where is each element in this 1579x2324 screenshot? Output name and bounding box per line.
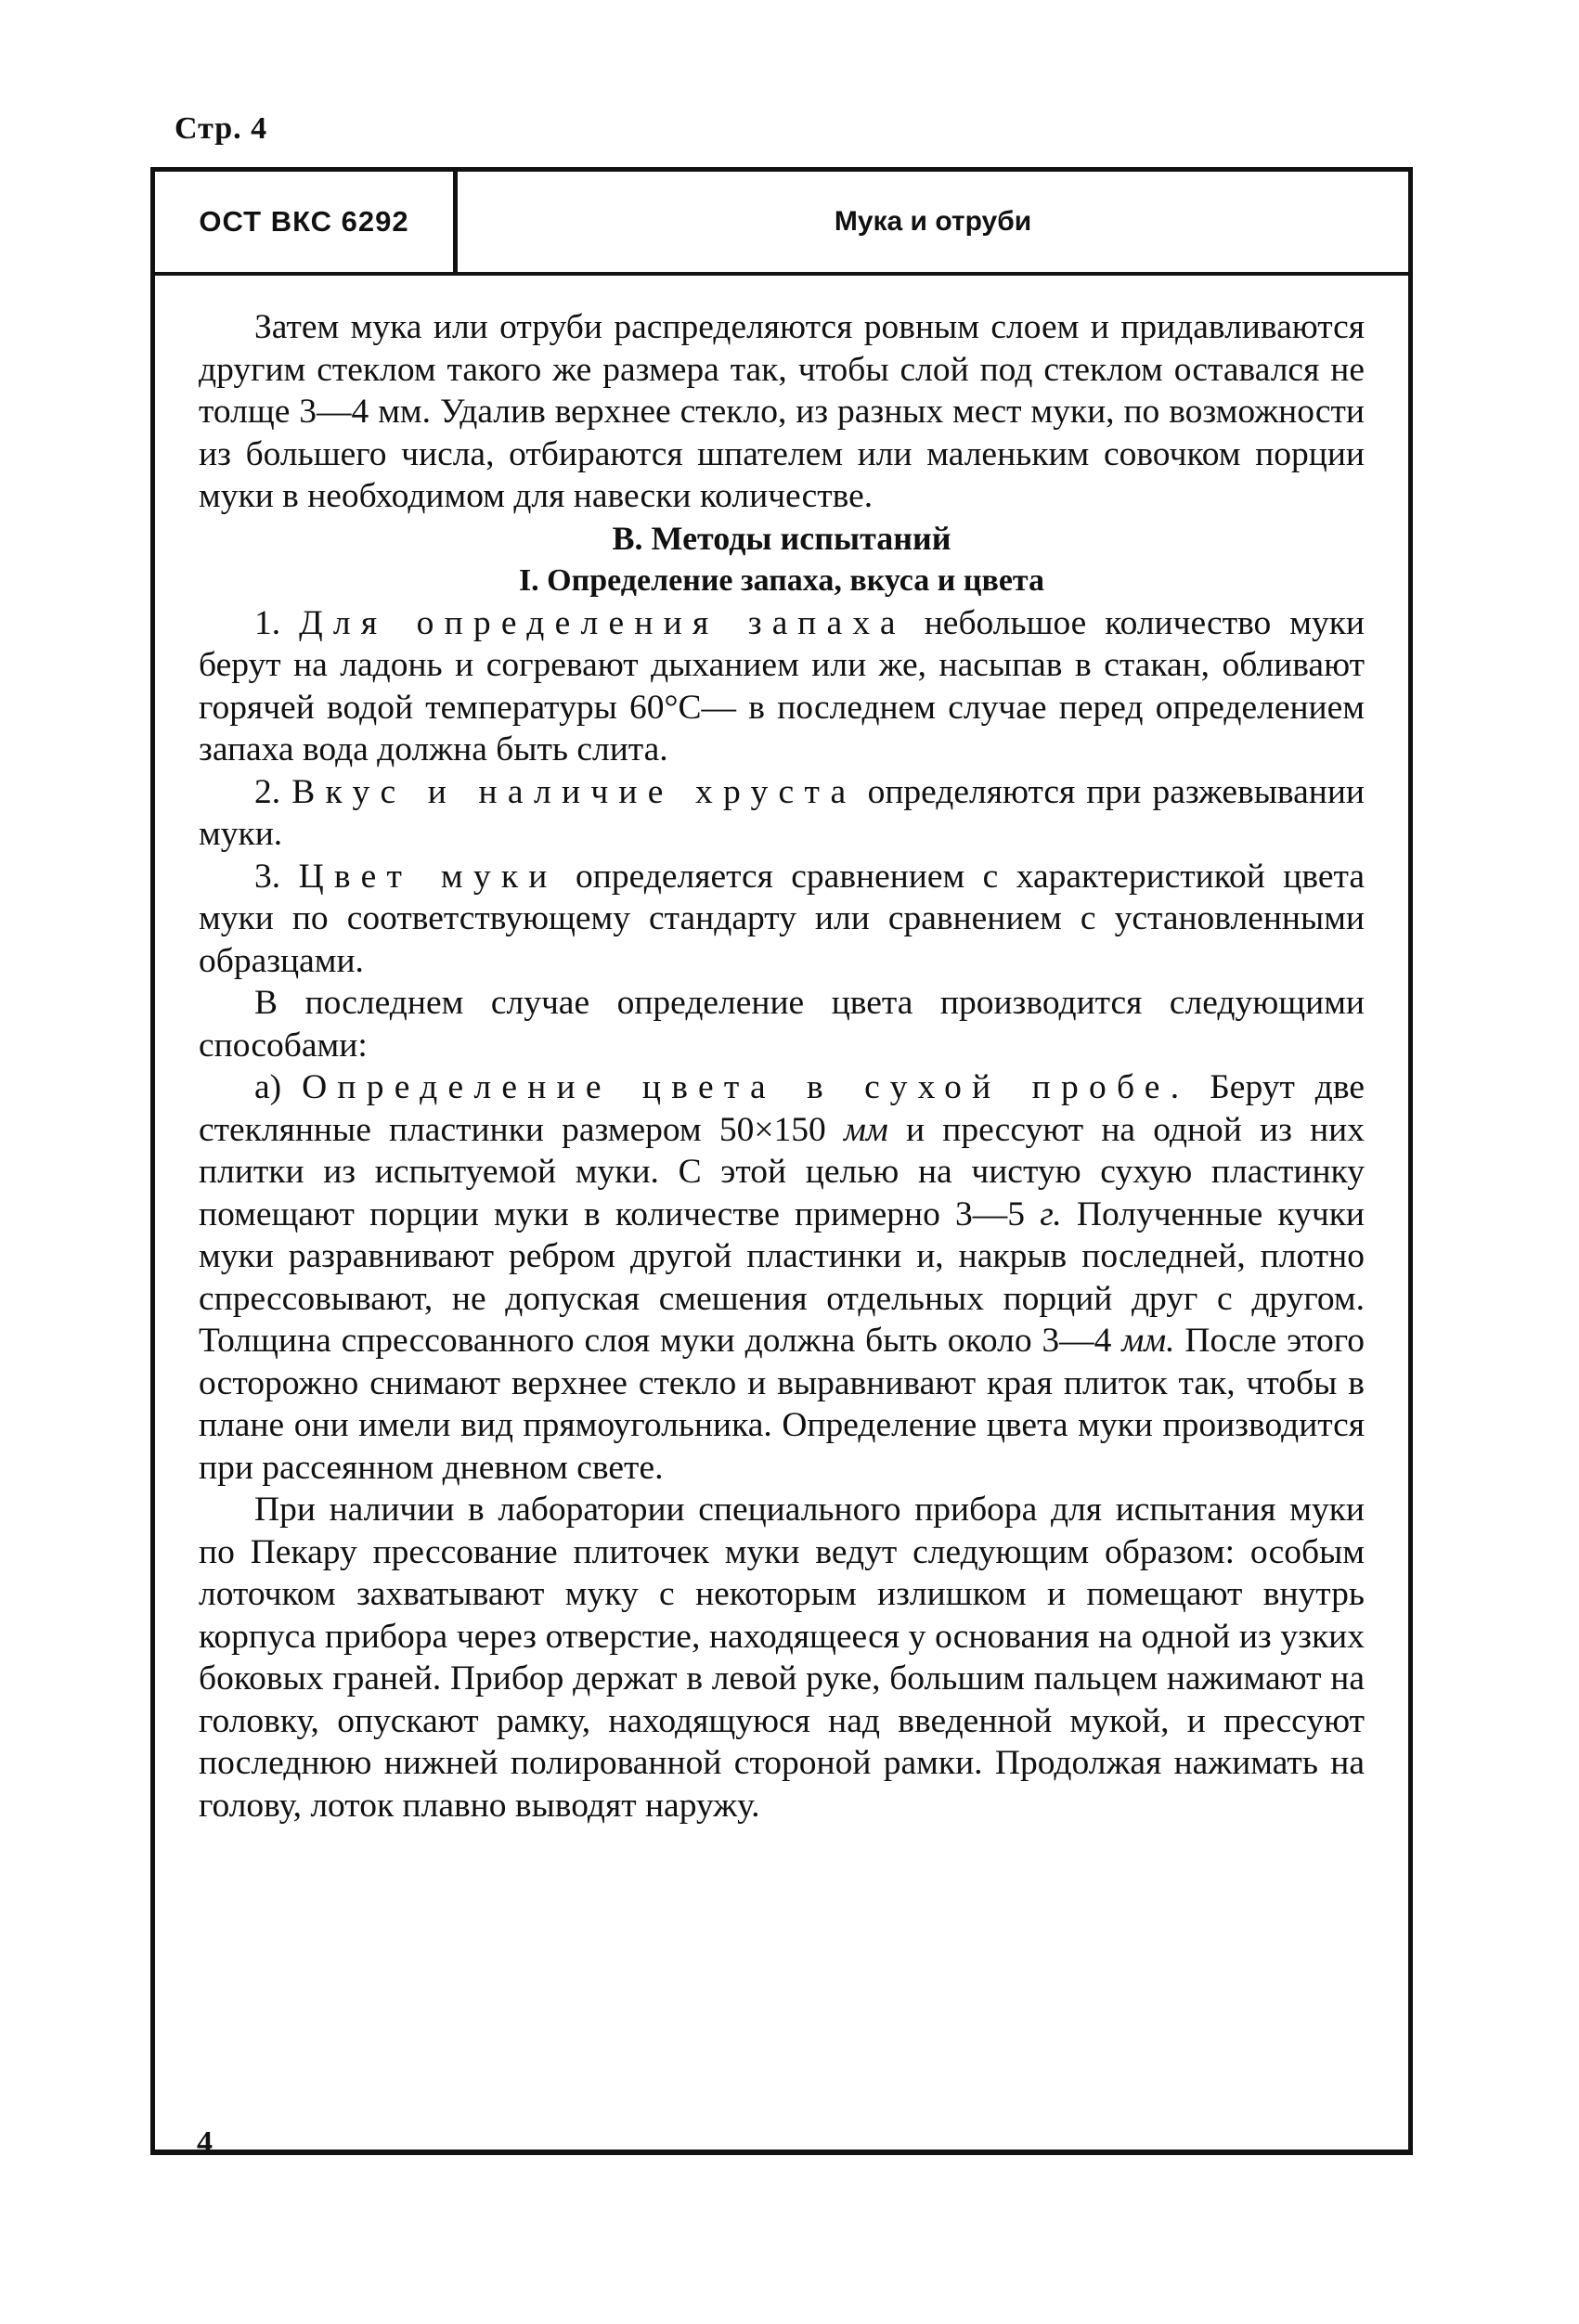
item-a <box>199 1066 1365 1489</box>
item-1-text: небольшое количество муки берут на ладонь и согревают дыханием или же, насыпав в стакан, обливают горячей водой температуры 60°С— в последнем случае перед определением запаха вода должна быть слита. <box>199 603 1365 768</box>
subsection-heading: I. Определение запаха, вкуса и цвета <box>518 563 1045 598</box>
section-heading: В. Методы испытаний <box>612 519 951 557</box>
item-1-number: 1. <box>254 603 281 642</box>
item-a-text-2: и прессуют на одной из них плитки из испытуемой муки. С этой целью на чистую сухую пластинку помещают порции муки в количестве примерно 3—5 <box>199 1110 1365 1233</box>
document-header <box>155 172 1408 276</box>
document-body <box>199 306 1365 1827</box>
item-a-spaced-term: Определение цвета в сухой пробе. <box>302 1068 1190 1106</box>
item-3-text: определяется сравнением с характеристикой цвета муки по соответствующему стандарту или сравнением с установленными образцами. <box>199 857 1365 980</box>
item-2-spaced-term: Вкус и наличие хруста <box>291 772 857 811</box>
item-2-text: определяются при разжевывании муки. <box>199 772 1365 853</box>
item-a-text-3: Полученные кучки муки разравнивают ребром другой пластинки и, накрыв последней, плотно спрессовывают, не допуская смешения отдельных порций друг с другом. Толщина спрессованного слоя муки должна быть около 3—4 <box>199 1194 1365 1360</box>
item-a-unit-3: мм. <box>1121 1322 1175 1360</box>
item-1-spaced-term: Для определения запаха <box>299 603 906 642</box>
item-a-prefix: а) <box>254 1068 282 1106</box>
item-3-number: 3. <box>254 857 281 896</box>
page-frame <box>150 167 1413 2155</box>
device-paragraph: При наличии в лаборатории специального прибора для испытания муки по Пекару прессование плиточек муки ведут следующим образом: особым лоточком захватывают муку с некоторым излишком и помещают внутрь корпуса прибора через отверстие, находящееся у основания на одной из узких боковых граней. Прибор держат в левой руке, большим пальцем нажимают на головку, опускают рамку, находящуюся над введенной мукой, и прессуют последнюю нижней полированной стороной рамки. Продолжая нажимать на голову, лоток плавно выводят наружу. <box>199 1491 1365 1825</box>
item-a-unit-2: г. <box>1040 1194 1062 1233</box>
page-label: Стр. 4 <box>175 111 268 146</box>
footer-page-number: 4 <box>197 2125 213 2160</box>
item-3-spaced-term: Цвет муки <box>298 857 558 896</box>
standard-code: ОСТ ВКС 6292 <box>155 172 458 272</box>
item-3 <box>199 856 1365 983</box>
item-a-text-4: После этого осторожно снимают верхнее стекло и выравнивают края плиток так, чтобы в плане они имели вид прямоугольника. Определение цвета муки производится при рассеянном дневном свете. <box>199 1322 1365 1487</box>
item-a-unit-1: мм <box>843 1110 888 1149</box>
item-2-number: 2. <box>254 772 281 811</box>
item-2 <box>199 771 1365 856</box>
last-case-paragraph: В последнем случае определение цвета производится следующими способами: <box>199 984 1365 1065</box>
item-1 <box>199 602 1365 771</box>
item-a-text-1: Берут две стеклянные пластинки размером 50×150 <box>199 1068 1365 1149</box>
document-title: Мука и отруби <box>834 206 1032 237</box>
intro-paragraph: Затем мука или отруби распределяются ровным слоем и придавливаются другим стеклом такого же размера так, чтобы слой под стеклом оставался не толще 3—4 мм. Удалив верхнее стекло, из разных мест муки, по возможности из большего числа, отбираются шпателем или маленьким совочком порции муки в необходимом для навески количестве. <box>199 308 1365 515</box>
